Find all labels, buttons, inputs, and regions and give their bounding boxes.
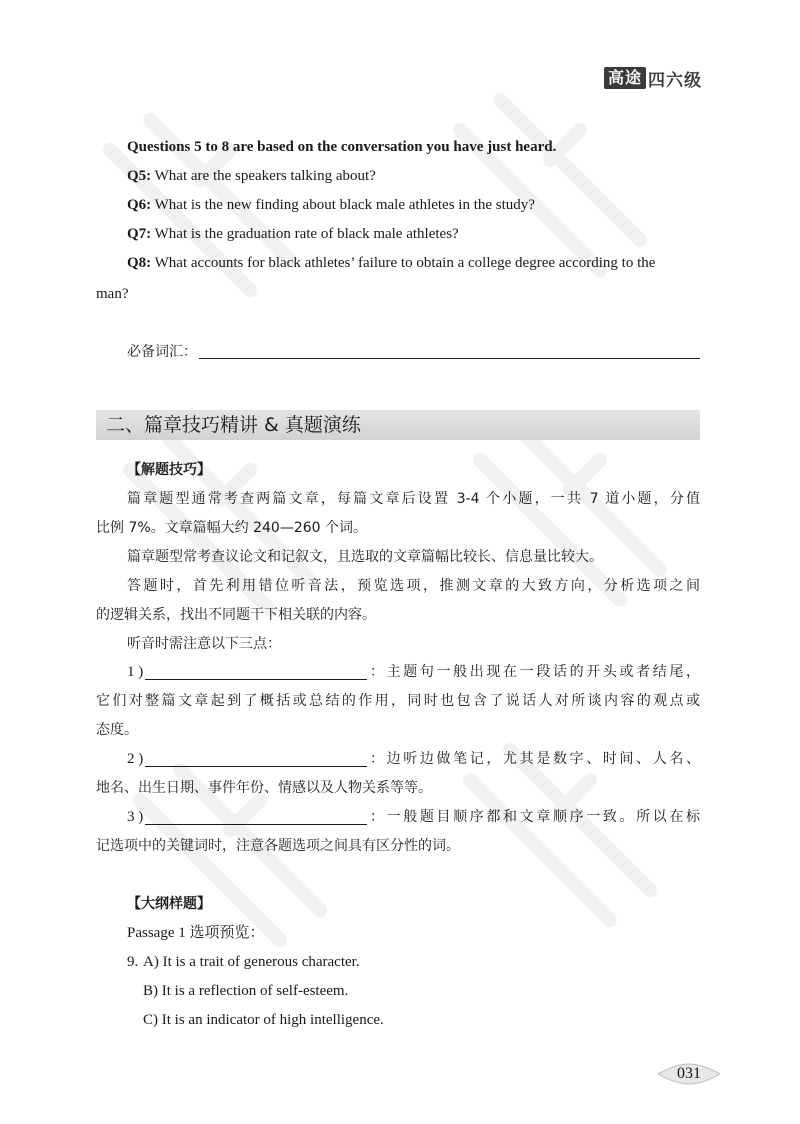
vocab-blank[interactable] [199,358,700,359]
item-1-text-cont: 它们对整篇文章起到了概括或总结的作用，同时也包含了说话人对所谈内容的观点或 [96,693,700,709]
item-3-number: 3 ) [127,809,144,825]
question-text: What accounts for black athletes’ failure to obtain a college degree according to the [151,255,656,271]
item-2-blank[interactable] [145,766,367,767]
section-bar [96,410,700,440]
tips-paragraph-2: 篇章题型常考查议论文和记叙文，且选取的文章篇幅比较长、信息量比较大。 [127,549,603,565]
sample-heading: 【大纲样题】 [127,896,211,912]
tips-paragraph-3: 答题时，首先利用错位听音法，预览选项，推测文章的大致方向，分析选项之间 [127,578,700,594]
question-5 [127,165,376,187]
option-a: A) It is a trait of generous character. [143,954,360,970]
brand-text: 四六级 [648,70,702,91]
question-label: Q8: [127,255,152,271]
question-label: Q7: [127,226,152,242]
item-3-blank[interactable] [145,824,367,825]
question-label: Q6: [127,197,152,213]
item-3-text-cont: 记选项中的关键词时，注意各题选项之间具有区分性的词。 [96,838,460,854]
passage-preview: Passage 1 选项预览： [127,925,265,941]
brand-logo [604,66,702,90]
vocab-label: 必备词汇： [127,344,197,360]
question-9-number: 9. [127,954,139,970]
item-1-text: ：主题句一般出现在一段话的开头或者结尾， [370,664,700,680]
item-2-number: 2 ) [127,751,144,767]
tips-paragraph-3-cont: 的逻辑关系，找出不同题干下相关联的内容。 [96,607,376,623]
page-number: 031 [677,1065,701,1082]
question-label: Q5: [127,168,152,184]
item-2-text-cont: 地名、出生日期、事件年份、情感以及人物关系等等。 [96,780,432,796]
question-8 [127,252,655,274]
tips-paragraph-1-cont: 比例 7%。文章篇幅大约 240—260 个词。 [96,520,368,536]
question-7 [127,223,459,245]
question-text: What are the speakers talking about? [151,168,376,184]
item-1-blank[interactable] [145,679,367,680]
questions-intro: Questions 5 to 8 are based on the conversation you have just heard. [127,139,557,155]
section-title: 二、篇章技巧精讲 & 真题演练 [106,414,361,436]
tips-heading: 【解题技巧】 [127,462,211,478]
tips-paragraph-1: 篇章题型通常考查两篇文章，每篇文章后设置 3-4 个小题，一共 7 道小题，分值 [127,491,700,507]
question-8-continued: man? [96,286,129,302]
question-6 [127,194,535,216]
tips-paragraph-4: 听音时需注意以下三点： [127,636,281,652]
question-text: What is the new finding about black male athletes in the study? [151,197,535,213]
brand-box: 高途 [604,67,646,89]
item-1-text-end: 态度。 [96,722,138,738]
item-3-text: ：一般题目顺序都和文章顺序一致。所以在标 [370,809,700,825]
page-number-badge [658,1060,720,1088]
question-text: What is the graduation rate of black male athletes? [151,226,459,242]
item-2-text: ：边听边做笔记，尤其是数字、时间、人名、 [370,751,700,767]
option-b: B) It is a reflection of self-esteem. [143,983,349,999]
item-1-number: 1 ) [127,664,144,680]
option-c: C) It is an indicator of high intelligence. [143,1012,384,1028]
